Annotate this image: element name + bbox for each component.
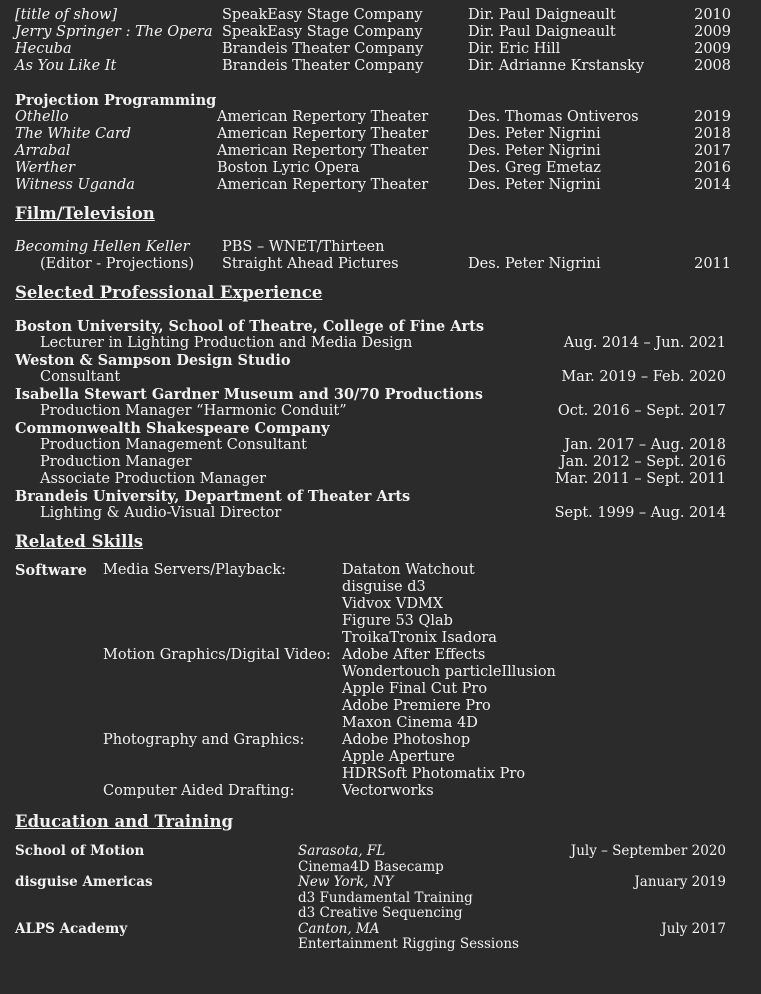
role-row: [15, 369, 731, 386]
credit-company: Brandeis Theater Company: [222, 41, 424, 57]
film-year: 2011: [694, 256, 731, 272]
education-row: [15, 922, 731, 938]
credit-title: As You Like It: [15, 58, 117, 74]
spacer: [15, 75, 731, 92]
projection-row: [15, 177, 731, 194]
education-course: d3 Creative Sequencing: [298, 905, 463, 921]
projection-year: 2017: [694, 143, 731, 159]
skill-item: Figure 53 Qlab: [342, 613, 453, 629]
credit-director: Dir. Paul Daigneault: [468, 7, 616, 23]
role-dates: Aug. 2014 – Jun. 2021: [563, 335, 726, 351]
spacer: [15, 228, 731, 239]
role-title: Associate Production Manager: [40, 471, 267, 487]
credit-year: 2009: [694, 41, 731, 57]
role-title: Lecturer in Lighting Production and Media Design: [40, 335, 413, 351]
film-company: PBS – WNET/Thirteen: [222, 239, 385, 255]
credit-company: SpeakEasy Stage Company: [222, 7, 423, 23]
skill-item: Apple Final Cut Pro: [342, 681, 488, 697]
role-row: [15, 505, 731, 522]
projection-heading: Projection Programming: [15, 92, 217, 109]
skill-category: Motion Graphics/Digital Video:: [103, 647, 331, 663]
spacer: [15, 307, 731, 318]
skill-item: Adobe After Effects: [342, 647, 486, 663]
credit-row: [15, 58, 731, 75]
education-school: School of Motion: [15, 843, 145, 859]
role-title: Production Management Consultant: [40, 437, 307, 453]
credit-company: Brandeis Theater Company: [222, 58, 424, 74]
skill-item: Vectorworks: [342, 783, 434, 799]
education-course: Cinema4D Basecamp: [298, 858, 444, 875]
education-row: [15, 906, 731, 922]
skill-row: [15, 715, 731, 732]
education-date: January 2019: [634, 874, 726, 890]
skills-label: Software: [15, 562, 87, 579]
credit-company: SpeakEasy Stage Company: [222, 24, 423, 40]
skills-heading: Related Skills: [15, 532, 144, 551]
org-name: Commonwealth Shakespeare Company: [15, 420, 330, 437]
projection-year: 2019: [694, 109, 731, 125]
role-row: [15, 437, 731, 454]
credit-year: 2009: [694, 24, 731, 40]
skill-row: [15, 630, 731, 647]
org-name: Weston & Sampson Design Studio: [15, 352, 291, 369]
experience-heading: Selected Professional Experience: [15, 283, 323, 302]
skill-row: [15, 698, 731, 715]
education-row: [15, 891, 731, 907]
skill-item: Adobe Premiere Pro: [342, 698, 491, 714]
education-location: New York, NY: [298, 874, 394, 890]
education-list: [15, 844, 731, 953]
projection-designer: Des. Thomas Ontiveros: [468, 109, 639, 125]
credit-year: 2008: [694, 58, 731, 74]
skill-item: Vidvox VDMX: [342, 596, 444, 612]
projection-company: American Repertory Theater: [217, 109, 429, 125]
org-name: Boston University, School of Theatre, College of Fine Arts: [15, 318, 485, 335]
credit-director: Dir. Adrianne Krstansky: [468, 58, 645, 74]
skill-row: [15, 647, 731, 664]
role-title: Production Manager: [40, 454, 192, 470]
education-school: disguise Americas: [15, 874, 153, 890]
credit-director: Dir. Paul Daigneault: [468, 24, 616, 40]
role-title: Lighting & Audio-Visual Director: [40, 505, 282, 521]
education-date: July 2017: [661, 920, 726, 937]
role-dates: Jan. 2017 – Aug. 2018: [564, 437, 726, 453]
skill-row: [15, 766, 731, 783]
credit-title: Hecuba: [15, 41, 72, 57]
projection-company: American Repertory Theater: [217, 143, 429, 159]
film-designer: Des. Peter Nigrini: [468, 256, 601, 272]
credit-year: 2010: [694, 7, 731, 23]
skill-item: Dataton Watchout: [342, 562, 475, 578]
stage-credits-list: [15, 7, 731, 75]
projection-designer: Des. Peter Nigrini: [468, 177, 601, 193]
skill-row: [15, 579, 731, 596]
projection-row: [15, 160, 731, 177]
education-course: d3 Fundamental Training: [298, 889, 473, 906]
projection-company: American Repertory Theater: [217, 126, 429, 142]
credit-row: [15, 24, 731, 41]
org-name: Isabella Stewart Gardner Museum and 30/70 Productions: [15, 386, 483, 403]
role-title: Production Manager “Harmonic Conduit”: [40, 403, 347, 419]
education-row: [15, 875, 731, 891]
projection-company: American Repertory Theater: [217, 177, 429, 193]
role-dates: Jan. 2012 – Sept. 2016: [559, 454, 726, 470]
skill-item: Maxon Cinema 4D: [342, 715, 478, 731]
education-row: [15, 844, 731, 860]
skill-category: Media Servers/Playback:: [103, 562, 287, 578]
org-name: Brandeis University, Department of Theater Arts: [15, 488, 411, 505]
projection-title: The White Card: [15, 126, 132, 142]
film-row: [15, 239, 731, 256]
skills-list: [15, 562, 731, 800]
education-row: [15, 860, 731, 876]
skill-item: Wondertouch particleIllusion: [342, 664, 556, 680]
role-row: [15, 454, 731, 471]
projection-title: Arrabal: [15, 143, 71, 159]
credit-title: [title of show]: [15, 7, 118, 23]
role-dates: Mar. 2011 – Sept. 2011: [554, 471, 726, 487]
skill-row: [15, 613, 731, 630]
education-location: Sarasota, FL: [298, 843, 386, 859]
skill-item: disguise d3: [342, 579, 426, 595]
skill-row: [15, 749, 731, 766]
projection-row: [15, 143, 731, 160]
projection-title: Werther: [15, 160, 75, 176]
role-row: [15, 335, 731, 352]
projection-title: Witness Uganda: [15, 177, 135, 193]
film-role: (Editor - Projections): [40, 256, 195, 272]
role-dates: Sept. 1999 – Aug. 2014: [554, 505, 726, 521]
projection-row: [15, 126, 731, 143]
film-title: Becoming Hellen Keller: [15, 239, 190, 255]
projection-year: 2018: [694, 126, 731, 142]
role-dates: Mar. 2019 – Feb. 2020: [561, 369, 726, 385]
film-heading: Film/Television: [15, 204, 155, 223]
credit-title: Jerry Springer : The Opera: [15, 24, 213, 40]
education-heading: Education and Training: [15, 812, 233, 831]
education-row: [15, 937, 731, 953]
credit-row: [15, 41, 731, 58]
skill-item: Apple Aperture: [342, 749, 455, 765]
projection-designer: Des. Peter Nigrini: [468, 126, 601, 142]
film-row: [15, 256, 731, 273]
projection-year: 2016: [694, 160, 731, 176]
skill-category: Computer Aided Drafting:: [103, 783, 295, 799]
education-course: Entertainment Rigging Sessions: [298, 936, 519, 952]
skill-row: [15, 783, 731, 800]
projection-company: Boston Lyric Opera: [217, 160, 360, 176]
skill-row: [15, 681, 731, 698]
role-dates: Oct. 2016 – Sept. 2017: [557, 403, 726, 419]
projection-title: Othello: [15, 109, 69, 125]
credit-director: Dir. Eric Hill: [468, 41, 561, 57]
projection-row: [15, 109, 731, 126]
resume-page: [15, 7, 731, 953]
projection-list: [15, 109, 731, 194]
skill-item: Adobe Photoshop: [342, 732, 471, 748]
role-row: [15, 403, 731, 420]
education-school: ALPS Academy: [15, 920, 128, 937]
experience-list: [15, 318, 731, 522]
skill-item: TroikaTronix Isadora: [342, 630, 497, 646]
credit-row: [15, 7, 731, 24]
role-row: [15, 471, 731, 488]
skill-row: [15, 596, 731, 613]
film-company: Straight Ahead Pictures: [222, 256, 399, 272]
skill-row: [15, 732, 731, 749]
skill-item: HDRSoft Photomatix Pro: [342, 766, 526, 782]
skill-category: Photography and Graphics:: [103, 732, 305, 748]
projection-designer: Des. Greg Emetaz: [468, 160, 601, 176]
role-title: Consultant: [40, 369, 121, 385]
projection-designer: Des. Peter Nigrini: [468, 143, 601, 159]
education-location: Canton, MA: [298, 920, 380, 937]
projection-year: 2014: [694, 177, 731, 193]
skill-row: [15, 562, 731, 579]
education-date: July – September 2020: [570, 843, 726, 859]
skill-row: [15, 664, 731, 681]
